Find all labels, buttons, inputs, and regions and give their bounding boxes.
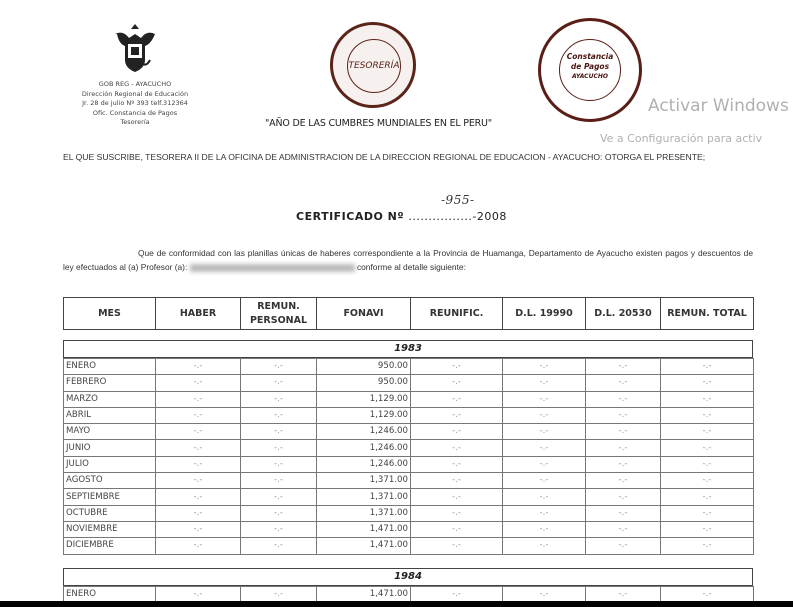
empty-cell: -.- [411, 505, 503, 521]
empty-cell: -.- [661, 359, 754, 375]
fonavi-cell: 1,371.00 [317, 473, 411, 489]
org-name: GOB REG - AYACUCHO [98, 80, 172, 88]
column-header: D.L. 20530 [586, 298, 661, 330]
empty-cell: -.- [661, 440, 754, 456]
fonavi-cell: 1,371.00 [317, 489, 411, 505]
empty-cell: -.- [156, 375, 241, 391]
empty-cell: -.- [503, 473, 586, 489]
fonavi-cell: 1,471.00 [317, 538, 411, 554]
month-cell: ENERO [64, 359, 156, 375]
empty-cell: -.- [661, 473, 754, 489]
table-row [64, 505, 754, 521]
empty-cell: -.- [241, 473, 317, 489]
empty-cell: -.- [411, 587, 503, 603]
empty-cell: -.- [156, 359, 241, 375]
empty-cell: -.- [586, 456, 661, 472]
empty-cell: -.- [586, 587, 661, 603]
empty-cell: -.- [411, 391, 503, 407]
table-row [64, 538, 754, 554]
fonavi-cell: 1,471.00 [317, 587, 411, 603]
empty-cell: -.- [503, 538, 586, 554]
empty-cell: -.- [156, 407, 241, 423]
empty-cell: -.- [586, 375, 661, 391]
empty-cell: -.- [411, 407, 503, 423]
coat-of-arms-logo [110, 22, 160, 77]
intro-paragraph: EL QUE SUSCRIBE, TESORERA II DE LA OFICINA DE ADMINISTRACION DE LA DIRECCION REGIONAL DE EDUCACION - AYACUCHO: OTORGA EL PRESENTE; [63, 152, 706, 162]
month-cell: FEBRERO [64, 375, 156, 391]
stamp-center: TESORERÍA [347, 39, 401, 93]
empty-cell: -.- [503, 440, 586, 456]
empty-cell: -.- [411, 538, 503, 554]
fonavi-cell: 1,129.00 [317, 407, 411, 423]
empty-cell: -.- [156, 456, 241, 472]
table-row [64, 521, 754, 537]
month-cell: MAYO [64, 424, 156, 440]
table-row [64, 473, 754, 489]
empty-cell: -.- [411, 521, 503, 537]
constancia-de-pagos-stamp [538, 18, 642, 122]
empty-cell: -.- [241, 489, 317, 505]
empty-cell: -.- [156, 440, 241, 456]
payments-table-0 [63, 358, 754, 555]
stamp-line: Constancia [566, 52, 614, 61]
table-header [63, 297, 754, 330]
org-department: Dirección Regional de Educación [81, 89, 189, 98]
body-text: Que de conformidad con las planillas únicas de haberes correspondiente a la Provincia de Huamanga, Departamento de Ayacucho existen pagos y descuentos de ley efectuados al (a) Profesor (a): [63, 248, 753, 272]
empty-cell: -.- [586, 521, 661, 537]
column-header: FONAVI [317, 298, 411, 330]
month-cell: ENERO [64, 587, 156, 603]
org-section: Tesorería [120, 118, 150, 126]
empty-cell: -.- [661, 456, 754, 472]
fonavi-cell: 1,246.00 [317, 440, 411, 456]
month-cell: NOVIEMBRE [64, 521, 156, 537]
empty-cell: -.- [661, 407, 754, 423]
empty-cell: -.- [411, 424, 503, 440]
empty-cell: -.- [241, 456, 317, 472]
empty-cell: -.- [586, 489, 661, 505]
column-header: REMUN. PERSONAL [241, 298, 317, 330]
empty-cell: -.- [411, 489, 503, 505]
certificate-number-handwritten: -955- [441, 193, 475, 207]
org-office: Ofic. Constancia de Pagos [92, 108, 178, 117]
table-row [64, 489, 754, 505]
month-cell: JULIO [64, 456, 156, 472]
empty-cell: -.- [156, 424, 241, 440]
empty-cell: -.- [503, 456, 586, 472]
empty-cell: -.- [586, 538, 661, 554]
empty-cell: -.- [503, 375, 586, 391]
column-header: D.L. 19990 [503, 298, 586, 330]
empty-cell: -.- [411, 375, 503, 391]
empty-cell: -.- [586, 391, 661, 407]
empty-cell: -.- [156, 538, 241, 554]
empty-cell: -.- [241, 521, 317, 537]
empty-cell: -.- [661, 489, 754, 505]
fonavi-cell: 1,129.00 [317, 391, 411, 407]
empty-cell: -.- [586, 359, 661, 375]
year-header: 1984 [63, 568, 753, 586]
certificate-year: -2008 [472, 210, 507, 223]
column-header: REUNIFIC. [411, 298, 503, 330]
empty-cell: -.- [503, 505, 586, 521]
empty-cell: -.- [411, 456, 503, 472]
table-row [64, 424, 754, 440]
windows-activation-title: Activar Windows [648, 96, 789, 116]
empty-cell: -.- [241, 375, 317, 391]
empty-cell: -.- [661, 587, 754, 603]
empty-cell: -.- [156, 489, 241, 505]
empty-cell: -.- [661, 375, 754, 391]
month-cell: DICIEMBRE [64, 538, 156, 554]
fonavi-cell: 950.00 [317, 359, 411, 375]
month-cell: JUNIO [64, 440, 156, 456]
fonavi-cell: 1,371.00 [317, 505, 411, 521]
empty-cell: -.- [241, 359, 317, 375]
empty-cell: -.- [503, 391, 586, 407]
empty-cell: -.- [156, 521, 241, 537]
empty-cell: -.- [503, 489, 586, 505]
empty-cell: -.- [661, 424, 754, 440]
table-row [64, 359, 754, 375]
issuer-address-block [60, 80, 210, 128]
empty-cell: -.- [156, 505, 241, 521]
empty-cell: -.- [156, 391, 241, 407]
empty-cell: -.- [586, 505, 661, 521]
table-row [64, 456, 754, 472]
certificate-title [296, 193, 507, 223]
empty-cell: -.- [241, 587, 317, 603]
empty-cell: -.- [586, 407, 661, 423]
fonavi-cell: 950.00 [317, 375, 411, 391]
org-address: Jr. 28 de julio Nº 393 telf.312364 [82, 99, 188, 107]
month-cell: SEPTIEMBRE [64, 489, 156, 505]
empty-cell: -.- [586, 440, 661, 456]
empty-cell: -.- [156, 473, 241, 489]
empty-cell: -.- [586, 473, 661, 489]
column-header: HABER [156, 298, 241, 330]
body-text-end: conforme al detalle siguiente: [356, 262, 466, 272]
year-motto: "AÑO DE LAS CUMBRES MUNDIALES EN EL PERU" [265, 118, 492, 129]
empty-cell: -.- [661, 521, 754, 537]
empty-cell: -.- [241, 538, 317, 554]
fonavi-cell: 1,246.00 [317, 456, 411, 472]
tesoreria-stamp [330, 22, 416, 108]
month-cell: MARZO [64, 391, 156, 407]
empty-cell: -.- [503, 424, 586, 440]
empty-cell: -.- [241, 391, 317, 407]
empty-cell: -.- [661, 538, 754, 554]
fonavi-cell: 1,246.00 [317, 424, 411, 440]
empty-cell: -.- [241, 440, 317, 456]
month-cell: AGOSTO [64, 473, 156, 489]
redacted-name [190, 264, 355, 272]
empty-cell: -.- [586, 424, 661, 440]
stamp-line: AYACUCHO [572, 73, 608, 80]
certificate-dots: ................ [408, 210, 473, 223]
bottom-edge [0, 601, 793, 607]
empty-cell: -.- [503, 359, 586, 375]
month-cell: ABRIL [64, 407, 156, 423]
table-row [64, 440, 754, 456]
empty-cell: -.- [241, 407, 317, 423]
empty-cell: -.- [661, 391, 754, 407]
month-cell: OCTUBRE [64, 505, 156, 521]
empty-cell: -.- [241, 505, 317, 521]
empty-cell: -.- [503, 407, 586, 423]
table-row [64, 407, 754, 423]
table-row [64, 391, 754, 407]
empty-cell: -.- [156, 587, 241, 603]
body-paragraph [63, 246, 753, 274]
empty-cell: -.- [241, 424, 317, 440]
empty-cell: -.- [503, 587, 586, 603]
stamp-line: de Pagos [570, 62, 610, 71]
empty-cell: -.- [411, 359, 503, 375]
empty-cell: -.- [503, 521, 586, 537]
certificate-label: CERTIFICADO Nº [296, 210, 405, 223]
table-row [64, 375, 754, 391]
windows-activation-subtitle: Ve a Configuración para activ [600, 132, 763, 145]
column-header: MES [64, 298, 156, 330]
fonavi-cell: 1,471.00 [317, 521, 411, 537]
empty-cell: -.- [411, 440, 503, 456]
year-header: 1983 [63, 340, 753, 358]
empty-cell: -.- [661, 505, 754, 521]
empty-cell: -.- [411, 473, 503, 489]
column-header: REMUN. TOTAL [661, 298, 754, 330]
